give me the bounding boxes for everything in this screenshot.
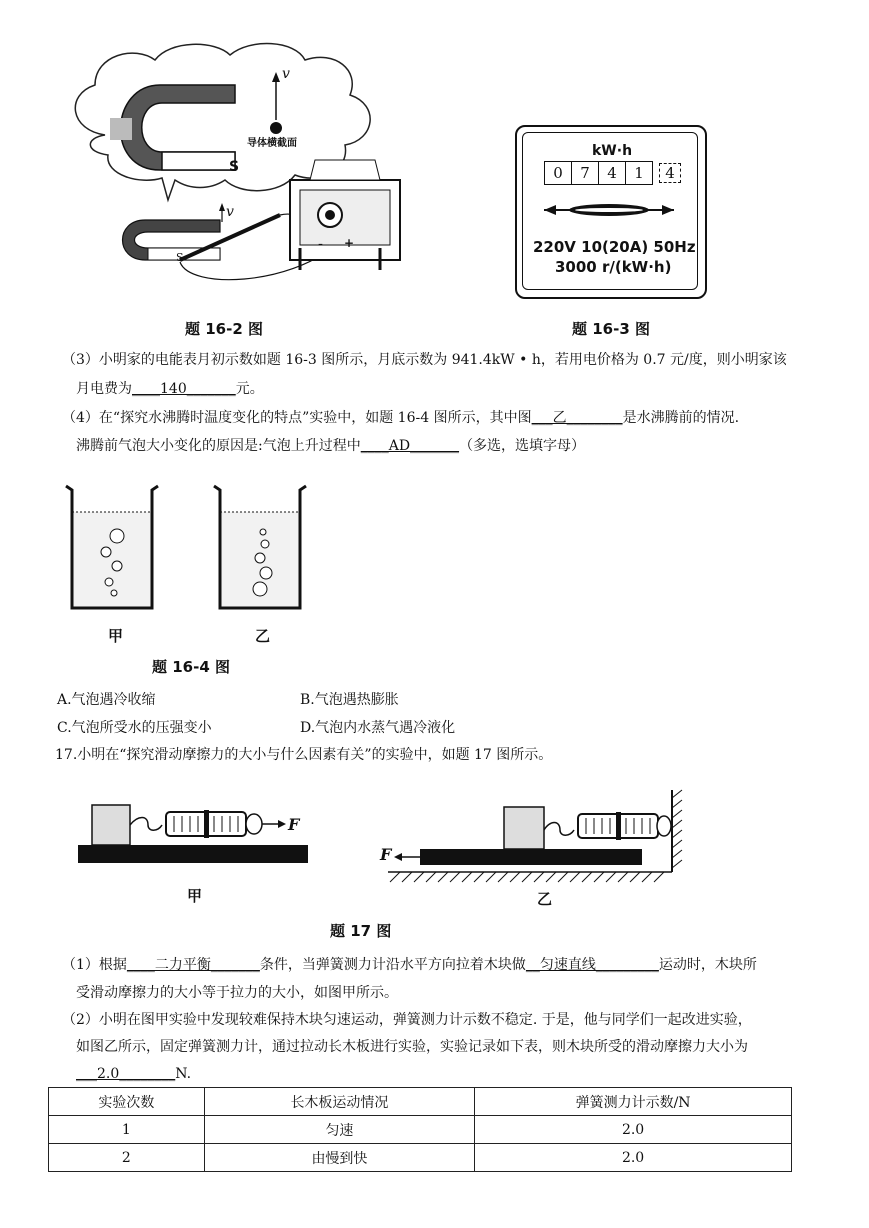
q16-4-line1: （4）在“探究水沸腾时温度变化的特点”实验中，如题 16-4 图所示，其中图___乙________是水沸腾前的情况. [62,410,740,426]
conductor-dot [270,122,282,134]
table-cell: 1 [49,1116,205,1144]
table-cell: 2.0 [475,1116,792,1144]
meter-spec-2: 3000 r/(kW·h) [555,258,672,276]
answer-blank: ___2.0________ [76,1066,176,1082]
force-label: F [380,845,392,864]
option-c: C.气泡所受水的压强变小 [57,720,212,736]
option-b: B.气泡遇热膨胀 [300,692,399,708]
answer-blank: ____140_______ [132,381,236,397]
magnet-pole-s: S [229,159,240,175]
table-header: 长木板运动情况 [204,1088,474,1116]
meter-minus: - [318,237,323,251]
option-a: A.气泡遇冷收缩 [57,692,156,708]
answer-blank: ____AD_______ [360,438,460,454]
figure-label: 乙 [537,890,553,908]
figure-17-jia [78,800,310,872]
table-cell: 2 [49,1144,205,1172]
meter-unit: kW·h [592,143,633,159]
velocity-label: v [282,66,290,82]
table-cell: 由慢到快 [204,1144,474,1172]
figure-17-yi [380,790,695,885]
answer-blank: ___乙________ [531,410,623,426]
figure-caption: 题 16-2 图 [185,320,263,338]
magnet-pole-s: S [176,251,184,264]
table-row [49,1144,792,1172]
meter-disk [544,200,674,220]
q17-2-line1: （2）小明在图甲实验中发现较难保持木块匀速运动，弹簧测力计示数不稳定. 于是，他与同学们一起改进实验， [62,1012,752,1028]
q17-stem: 17.小明在“探究滑动摩擦力的大小与什么因素有关”的实验中，如题 17 图所示。 [55,747,553,763]
figure-caption: 题 17 图 [330,922,392,940]
table-row [49,1116,792,1144]
meter-digit: 1 [626,161,653,185]
q16-3-line2: 月电费为____140_______元。 [76,381,264,397]
force-label: F [288,815,300,834]
beaker-label: 乙 [255,627,271,645]
meter-digit: 4 [599,161,626,185]
meter-plus: + [344,236,355,250]
q17-1-line1: （1）根据____二力平衡_______条件，当弹簧测力计沿水平方向拉着木块做__匀速直线_________运动时，木块所 [62,957,757,973]
figure-caption: 题 16-4 图 [152,658,230,676]
meter-spec-1: 220V 10(20A) 50Hz [533,238,696,256]
q17-2-line3: ___2.0________N. [76,1066,192,1082]
beaker-yi [210,480,310,612]
beaker-jia [62,480,162,612]
figure-caption: 题 16-3 图 [572,320,650,338]
table-header: 弹簧测力计示数/N [475,1088,792,1116]
velocity-label: v [226,204,234,220]
table-header: 实验次数 [49,1088,205,1116]
q16-3-line1: （3）小明家的电能表月初示数如题 16-3 图所示，月底示数为 941.4kW • h，若用电价格为 0.7 元/度，则小明家该 [62,352,787,368]
table-header-row [49,1088,792,1116]
option-d: D.气泡内水蒸气遇冷液化 [300,720,456,736]
q17-1-line2: 受滑动摩擦力的大小等于拉力的大小，如图甲所示。 [76,985,398,1001]
figure-label: 甲 [187,887,203,905]
answer-blank: __匀速直线_________ [525,957,659,973]
q16-4-line2: 沸腾前气泡大小变化的原因是:气泡上升过程中____AD_______（多选，选填字母） [76,438,586,454]
meter-digit: 0 [544,161,572,185]
meter-digits [544,161,681,185]
answer-blank: ____二力平衡_______ [126,957,260,973]
table-cell: 2.0 [475,1144,792,1172]
q17-2-line2: 如图乙所示，固定弹簧测力计，通过拉动长木板进行实验，实验记录如下表，则木块所受的滑动摩擦力大小为 [76,1039,748,1055]
beaker-label: 甲 [108,627,124,645]
meter-digit: 7 [572,161,599,185]
conductor-label: 导体横截面 [247,138,297,149]
table-cell: 匀速 [204,1116,474,1144]
record-table [48,1087,792,1172]
meter-digit-decimal: 4 [659,163,681,183]
